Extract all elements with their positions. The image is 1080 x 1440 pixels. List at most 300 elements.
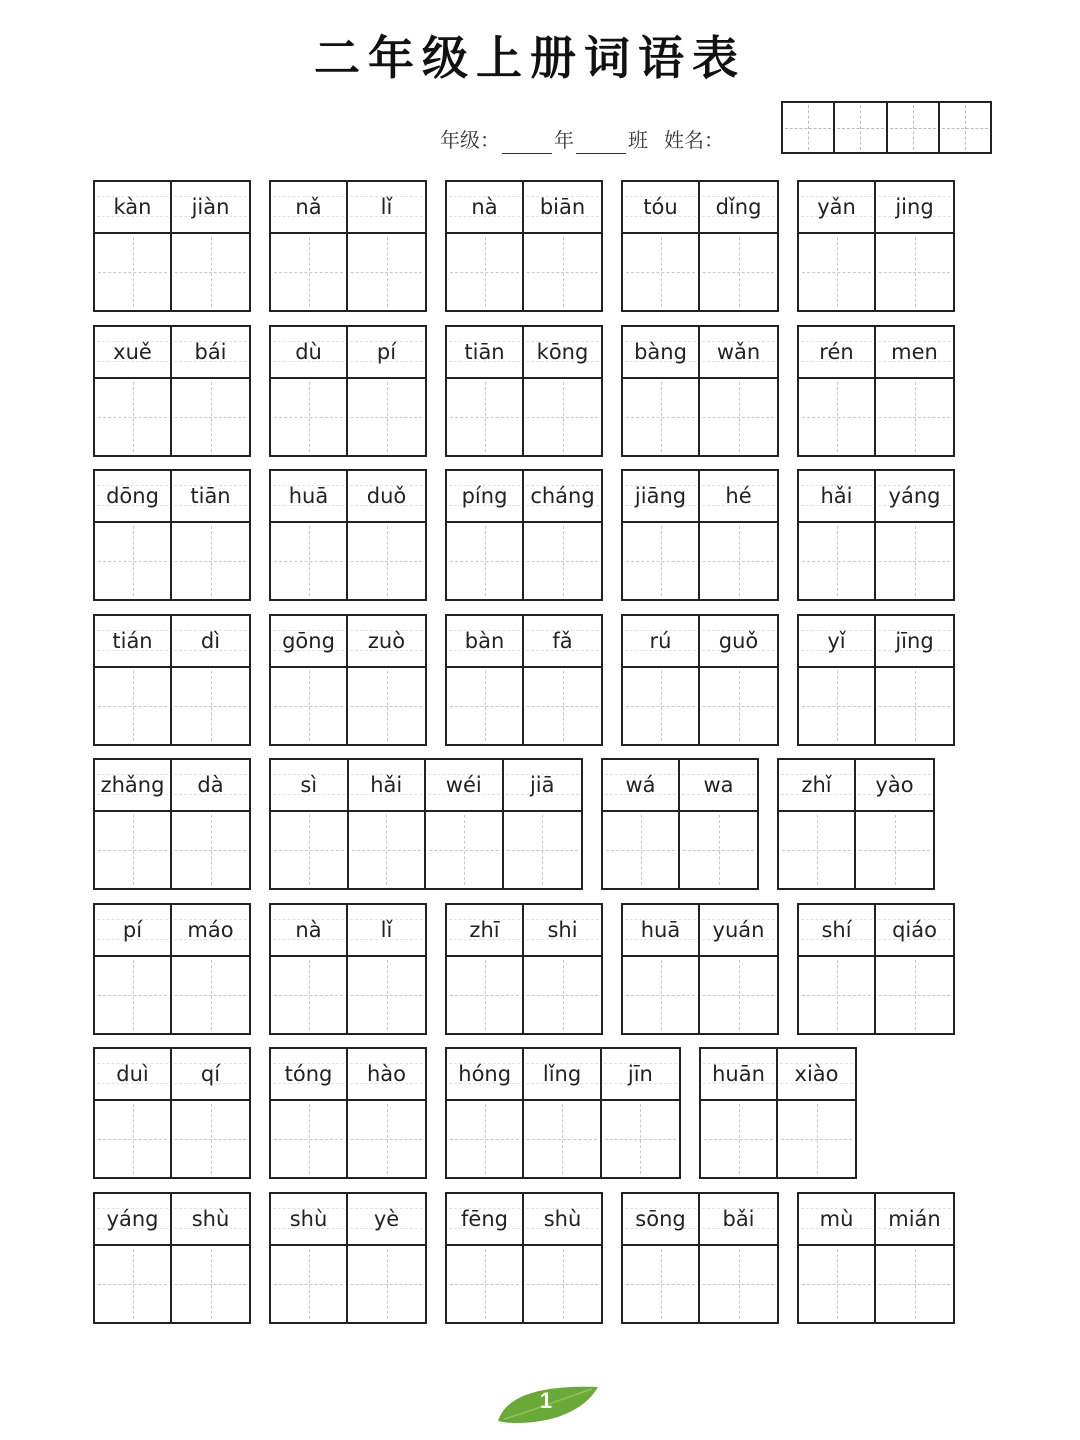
writing-square[interactable] xyxy=(623,957,698,1033)
pinyin-text: bàng xyxy=(634,340,687,364)
pinyin-text: hé xyxy=(725,484,752,508)
pinyin-text: fēng xyxy=(461,1207,508,1231)
writing-square[interactable] xyxy=(700,1246,777,1322)
writing-square[interactable] xyxy=(447,957,522,1033)
writing-square[interactable] xyxy=(623,668,698,744)
pinyin-label xyxy=(799,616,874,668)
word-box xyxy=(621,1192,779,1324)
writing-square[interactable] xyxy=(680,812,757,888)
word-box xyxy=(269,758,583,890)
writing-square[interactable] xyxy=(172,1101,249,1177)
writing-square[interactable] xyxy=(700,379,777,455)
pinyin-text: wa xyxy=(703,773,734,797)
pinyin-label xyxy=(349,760,425,812)
word-box xyxy=(621,469,779,601)
writing-square[interactable] xyxy=(271,234,346,310)
pinyin-text: bǎi xyxy=(722,1207,755,1231)
pinyin-label xyxy=(876,905,953,957)
pinyin-label xyxy=(271,760,347,812)
pinyin-label xyxy=(348,1049,425,1101)
writing-square[interactable] xyxy=(524,957,601,1033)
writing-square[interactable] xyxy=(799,957,874,1033)
character-cell xyxy=(799,616,876,744)
pinyin-label xyxy=(447,1194,522,1246)
pinyin-text: yè xyxy=(373,1207,400,1231)
pinyin-text: zhī xyxy=(469,918,500,942)
character-cell xyxy=(524,616,601,744)
writing-square[interactable] xyxy=(271,812,347,888)
character-cell xyxy=(95,471,172,599)
writing-square[interactable] xyxy=(172,1246,249,1322)
pinyin-label xyxy=(447,471,522,523)
word-box xyxy=(93,469,251,601)
character-cell xyxy=(271,616,348,744)
writing-square[interactable] xyxy=(623,1246,698,1322)
writing-square[interactable] xyxy=(348,379,425,455)
pinyin-text: jing xyxy=(895,195,934,219)
character-cell xyxy=(95,327,172,455)
pinyin-text: yǐ xyxy=(827,629,846,653)
character-cell xyxy=(701,1049,778,1177)
pinyin-label xyxy=(524,182,601,234)
writing-square[interactable] xyxy=(701,1101,776,1177)
writing-square[interactable] xyxy=(799,1246,874,1322)
pinyin-label xyxy=(95,182,170,234)
character-cell xyxy=(799,1194,876,1322)
writing-square[interactable] xyxy=(348,1101,425,1177)
pinyin-label xyxy=(524,905,601,957)
pinyin-label xyxy=(856,760,933,812)
pinyin-text: hóng xyxy=(458,1062,512,1086)
pinyin-label xyxy=(348,616,425,668)
word-box xyxy=(93,180,251,312)
character-cell xyxy=(172,905,249,1033)
pinyin-label xyxy=(271,327,346,379)
pinyin-text: píng xyxy=(461,484,508,508)
writing-square[interactable] xyxy=(447,523,522,599)
pinyin-text: yáng xyxy=(888,484,941,508)
pinyin-text: jīn xyxy=(627,1062,653,1086)
pinyin-label xyxy=(348,1194,425,1246)
writing-square[interactable] xyxy=(602,1101,679,1177)
character-cell xyxy=(172,1194,249,1322)
character-cell xyxy=(271,1194,348,1322)
writing-square[interactable] xyxy=(700,957,777,1033)
pinyin-label xyxy=(348,471,425,523)
pinyin-label xyxy=(799,471,874,523)
pinyin-label xyxy=(348,182,425,234)
pinyin-label xyxy=(700,1194,777,1246)
pinyin-label xyxy=(172,1194,249,1246)
character-cell xyxy=(700,471,777,599)
writing-square[interactable] xyxy=(172,668,249,744)
writing-square[interactable] xyxy=(524,234,601,310)
word-box xyxy=(93,758,251,890)
pinyin-text: shù xyxy=(289,1207,328,1231)
character-cell xyxy=(876,616,953,744)
pinyin-text: yào xyxy=(875,773,914,797)
character-cell xyxy=(447,471,524,599)
writing-square[interactable] xyxy=(876,668,953,744)
character-cell xyxy=(348,616,425,744)
character-cell xyxy=(623,616,700,744)
pinyin-label xyxy=(95,327,170,379)
writing-square[interactable] xyxy=(172,812,249,888)
pinyin-text: fǎ xyxy=(552,629,573,653)
writing-square[interactable] xyxy=(271,1246,346,1322)
pinyin-label xyxy=(95,1049,170,1101)
character-cell xyxy=(799,905,876,1033)
pinyin-label xyxy=(623,471,698,523)
character-cell xyxy=(447,905,524,1033)
writing-square[interactable] xyxy=(603,812,678,888)
character-cell xyxy=(876,471,953,599)
character-cell xyxy=(778,1049,855,1177)
pinyin-label xyxy=(603,760,678,812)
name-label: 姓名： xyxy=(664,128,724,152)
pinyin-label xyxy=(876,182,953,234)
pinyin-text: tián xyxy=(112,629,153,653)
pinyin-text: tóng xyxy=(284,1062,333,1086)
character-cell xyxy=(172,327,249,455)
pinyin-text: lǐng xyxy=(542,1062,582,1086)
word-box xyxy=(797,614,955,746)
writing-square[interactable] xyxy=(876,379,953,455)
character-cell xyxy=(524,182,601,310)
writing-square[interactable] xyxy=(876,234,953,310)
character-cell xyxy=(95,760,172,888)
pinyin-text: duì xyxy=(116,1062,149,1086)
pinyin-label xyxy=(271,182,346,234)
writing-square[interactable] xyxy=(271,1101,346,1177)
pinyin-text: zhǐ xyxy=(801,773,832,797)
writing-square[interactable] xyxy=(348,523,425,599)
word-box xyxy=(93,1192,251,1324)
writing-square[interactable] xyxy=(172,234,249,310)
writing-square[interactable] xyxy=(447,1101,522,1177)
writing-square[interactable] xyxy=(700,234,777,310)
pinyin-text: wéi xyxy=(445,773,482,797)
page-number: 1 xyxy=(539,1388,553,1413)
pinyin-label xyxy=(172,182,249,234)
pinyin-label xyxy=(271,616,346,668)
writing-square[interactable] xyxy=(876,1246,953,1322)
writing-square[interactable] xyxy=(447,1246,522,1322)
pinyin-text: pí xyxy=(376,340,397,364)
pinyin-text: jiā xyxy=(529,773,555,797)
writing-square[interactable] xyxy=(778,1101,855,1177)
pinyin-text: pí xyxy=(122,918,143,942)
pinyin-text: hǎi xyxy=(820,484,853,508)
character-cell xyxy=(348,1194,425,1322)
pinyin-text: tóu xyxy=(643,195,678,219)
pinyin-label xyxy=(271,1194,346,1246)
pinyin-label xyxy=(95,1194,170,1246)
pinyin-label xyxy=(876,471,953,523)
writing-square[interactable] xyxy=(524,668,601,744)
character-cell xyxy=(524,1194,601,1322)
pinyin-text: bái xyxy=(194,340,227,364)
character-cell xyxy=(172,471,249,599)
writing-square[interactable] xyxy=(95,523,170,599)
pinyin-text: yuán xyxy=(712,918,765,942)
pinyin-text: nà xyxy=(471,195,498,219)
writing-square[interactable] xyxy=(348,234,425,310)
pinyin-label xyxy=(426,760,502,812)
writing-square[interactable] xyxy=(172,957,249,1033)
pinyin-text: tiān xyxy=(464,340,505,364)
character-cell xyxy=(271,327,348,455)
character-cell xyxy=(447,616,524,744)
word-box xyxy=(269,614,427,746)
pinyin-label xyxy=(447,182,522,234)
writing-square[interactable] xyxy=(799,668,874,744)
pinyin-text: jiàn xyxy=(191,195,230,219)
character-cell xyxy=(524,1049,601,1177)
writing-square[interactable] xyxy=(524,379,601,455)
character-cell xyxy=(623,327,700,455)
writing-square[interactable] xyxy=(95,379,170,455)
pinyin-text: dù xyxy=(295,340,322,364)
character-cell xyxy=(447,182,524,310)
character-cell xyxy=(700,905,777,1033)
character-cell xyxy=(799,471,876,599)
word-box xyxy=(269,903,427,1035)
pinyin-label xyxy=(700,905,777,957)
character-cell xyxy=(623,1194,700,1322)
writing-square[interactable] xyxy=(271,523,346,599)
pinyin-text: shi xyxy=(547,918,578,942)
writing-square[interactable] xyxy=(623,379,698,455)
writing-square[interactable] xyxy=(95,812,170,888)
word-box xyxy=(621,180,779,312)
character-cell xyxy=(447,1049,524,1177)
pinyin-label xyxy=(447,616,522,668)
page-title: 二年级上册词语表 xyxy=(314,31,746,85)
pinyin-label xyxy=(172,471,249,523)
writing-square[interactable] xyxy=(426,812,502,888)
pinyin-label xyxy=(172,327,249,379)
pinyin-text: duǒ xyxy=(366,484,407,508)
pinyin-label xyxy=(172,1049,249,1101)
writing-square[interactable] xyxy=(271,957,346,1033)
pinyin-text: xuě xyxy=(113,340,152,364)
pinyin-label xyxy=(271,1049,346,1101)
character-cell xyxy=(95,1194,172,1322)
pinyin-text: jīng xyxy=(895,629,934,653)
pinyin-label xyxy=(172,616,249,668)
pinyin-label xyxy=(799,905,874,957)
pinyin-label xyxy=(876,616,953,668)
writing-square[interactable] xyxy=(524,1246,601,1322)
writing-square[interactable] xyxy=(799,523,874,599)
word-box xyxy=(445,903,603,1035)
pinyin-label xyxy=(700,616,777,668)
character-cell xyxy=(95,182,172,310)
word-box xyxy=(445,180,603,312)
character-cell xyxy=(348,905,425,1033)
pinyin-label xyxy=(348,327,425,379)
pinyin-label xyxy=(447,327,522,379)
pinyin-text: shù xyxy=(543,1207,582,1231)
character-cell xyxy=(271,1049,348,1177)
writing-square[interactable] xyxy=(95,234,170,310)
word-box xyxy=(797,1192,955,1324)
pinyin-label xyxy=(701,1049,776,1101)
pinyin-label xyxy=(524,327,601,379)
word-box xyxy=(797,180,955,312)
word-box xyxy=(699,1047,857,1179)
pinyin-text: jiāng xyxy=(634,484,687,508)
pinyin-text: guǒ xyxy=(718,629,759,653)
word-box xyxy=(797,469,955,601)
word-box xyxy=(93,325,251,457)
pinyin-text: zhǎng xyxy=(100,773,165,797)
writing-square[interactable] xyxy=(95,1246,170,1322)
writing-square[interactable] xyxy=(447,379,522,455)
word-box xyxy=(269,469,427,601)
writing-square[interactable] xyxy=(95,1101,170,1177)
pinyin-text: qí xyxy=(200,1062,221,1086)
pinyin-label xyxy=(799,327,874,379)
pinyin-text: tiān xyxy=(190,484,231,508)
word-box xyxy=(621,325,779,457)
word-box xyxy=(269,1047,427,1179)
character-cell xyxy=(876,182,953,310)
pinyin-text: lǐ xyxy=(380,918,393,942)
pinyin-text: sì xyxy=(300,773,318,797)
grade-label: 年级： xyxy=(440,128,500,152)
character-cell xyxy=(349,760,427,888)
character-cell xyxy=(426,760,504,888)
character-cell xyxy=(95,1049,172,1177)
pinyin-text: biān xyxy=(539,195,586,219)
pinyin-text: gōng xyxy=(282,629,335,653)
pinyin-text: mù xyxy=(819,1207,854,1231)
writing-square[interactable] xyxy=(172,379,249,455)
writing-square[interactable] xyxy=(349,812,425,888)
pinyin-label xyxy=(95,760,170,812)
writing-square[interactable] xyxy=(524,523,601,599)
writing-square[interactable] xyxy=(876,523,953,599)
word-box xyxy=(621,614,779,746)
pinyin-text: cháng xyxy=(530,484,595,508)
pinyin-label xyxy=(447,1049,522,1101)
pinyin-text: qiáo xyxy=(892,918,937,942)
writing-square[interactable] xyxy=(700,523,777,599)
pinyin-text: zuò xyxy=(367,629,406,653)
word-box xyxy=(777,758,935,890)
pinyin-text: kōng xyxy=(536,340,589,364)
writing-square[interactable] xyxy=(348,1246,425,1322)
pinyin-text: bàn xyxy=(464,629,505,653)
pinyin-text: huā xyxy=(288,484,329,508)
word-box xyxy=(269,325,427,457)
character-cell xyxy=(700,1194,777,1322)
writing-square[interactable] xyxy=(271,668,346,744)
writing-square[interactable] xyxy=(504,812,581,888)
writing-square[interactable] xyxy=(876,957,953,1033)
character-cell xyxy=(524,327,601,455)
character-cell xyxy=(172,1049,249,1177)
character-cell xyxy=(799,327,876,455)
character-cell xyxy=(700,182,777,310)
character-cell xyxy=(876,327,953,455)
writing-square[interactable] xyxy=(779,812,854,888)
writing-square[interactable] xyxy=(623,234,698,310)
writing-square[interactable] xyxy=(623,523,698,599)
pinyin-label xyxy=(524,1194,601,1246)
pinyin-text: wá xyxy=(625,773,656,797)
word-box xyxy=(93,903,251,1035)
pinyin-label xyxy=(524,616,601,668)
pinyin-text: máo xyxy=(187,918,234,942)
pinyin-text: yáng xyxy=(106,1207,159,1231)
writing-square[interactable] xyxy=(271,379,346,455)
writing-square[interactable] xyxy=(95,668,170,744)
character-cell xyxy=(602,1049,679,1177)
character-cell xyxy=(348,182,425,310)
pinyin-label xyxy=(623,327,698,379)
character-cell xyxy=(524,905,601,1033)
pinyin-text: huā xyxy=(640,918,681,942)
character-cell xyxy=(348,471,425,599)
pinyin-label xyxy=(799,1194,874,1246)
writing-square[interactable] xyxy=(856,812,933,888)
pinyin-text: men xyxy=(891,340,938,364)
pinyin-label xyxy=(623,616,698,668)
pinyin-text: dōng xyxy=(106,484,159,508)
pinyin-label xyxy=(172,760,249,812)
pinyin-label xyxy=(271,471,346,523)
writing-square[interactable] xyxy=(172,523,249,599)
writing-square[interactable] xyxy=(799,234,874,310)
character-cell xyxy=(603,760,680,888)
writing-square[interactable] xyxy=(348,668,425,744)
word-box xyxy=(93,614,251,746)
pinyin-text: rú xyxy=(649,629,672,653)
word-box xyxy=(445,1192,603,1324)
year-label: 年 xyxy=(554,128,574,152)
character-cell xyxy=(172,760,249,888)
pinyin-label xyxy=(602,1049,679,1101)
character-cell xyxy=(95,616,172,744)
writing-square[interactable] xyxy=(700,668,777,744)
writing-square[interactable] xyxy=(447,234,522,310)
character-cell xyxy=(700,327,777,455)
writing-square[interactable] xyxy=(524,1101,599,1177)
writing-square[interactable] xyxy=(447,668,522,744)
character-cell xyxy=(271,760,349,888)
character-cell xyxy=(348,1049,425,1177)
pinyin-text: hǎi xyxy=(370,773,403,797)
word-box xyxy=(621,903,779,1035)
word-box xyxy=(445,325,603,457)
character-cell xyxy=(447,327,524,455)
pinyin-text: nǎ xyxy=(295,195,322,219)
pinyin-label xyxy=(680,760,757,812)
writing-square[interactable] xyxy=(95,957,170,1033)
writing-square[interactable] xyxy=(348,957,425,1033)
writing-square[interactable] xyxy=(799,379,874,455)
character-cell xyxy=(172,182,249,310)
word-box xyxy=(269,180,427,312)
pinyin-label xyxy=(778,1049,855,1101)
character-cell xyxy=(779,760,856,888)
pinyin-text: rén xyxy=(819,340,854,364)
pinyin-label xyxy=(876,327,953,379)
word-box xyxy=(797,903,955,1035)
